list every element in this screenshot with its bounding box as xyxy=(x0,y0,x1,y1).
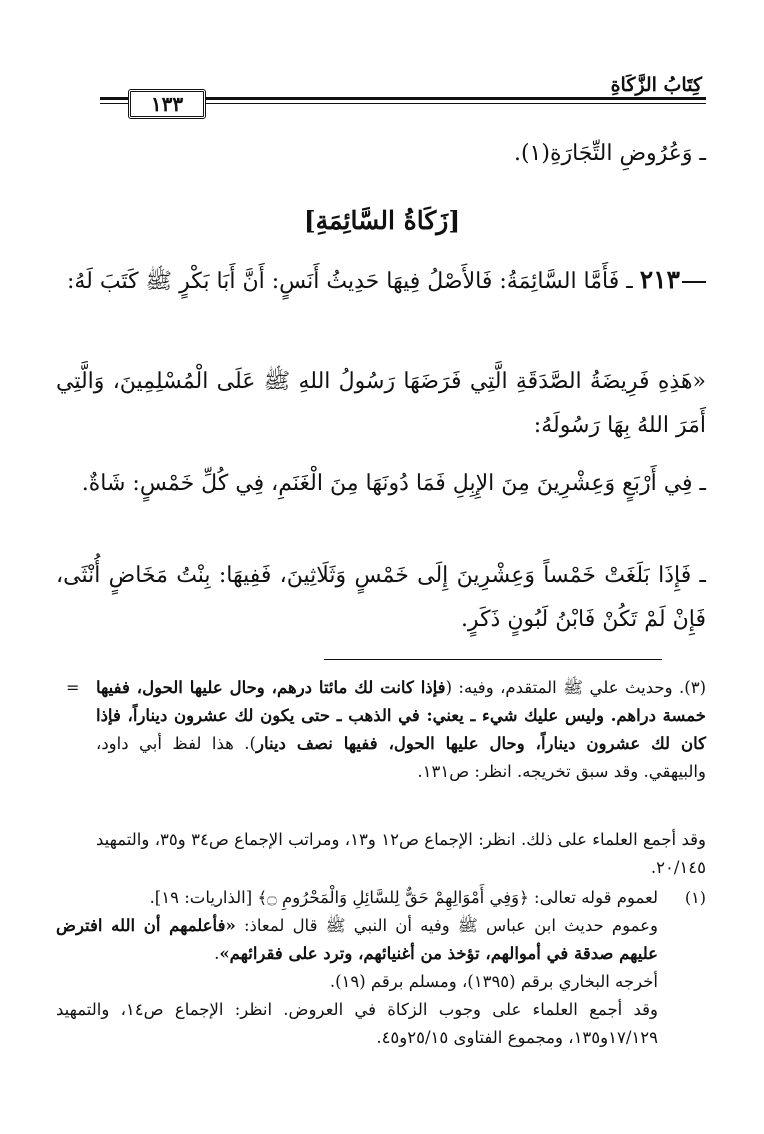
header-rule-right-thin xyxy=(200,103,706,104)
header-rule-left xyxy=(100,97,128,100)
intro-item: ـ وَعُرُوضِ التِّجَارَةِ(١). xyxy=(513,141,706,166)
footnote-1-hadith-intro: وعموم حديث ابن عباس ﷺ وفيه أن النبي ﷺ قال لمعاذ: xyxy=(235,916,658,935)
hadith-quote-3: ـ فَإِذَا بَلَغَتْ خَمْساً وَعِشْرِينَ إِلَى خَمْسٍ وَثَلَاثِينَ، فَفِيهَا: بِنْتُ مَخَاضٍ أُنْثَى، فَإِنْ لَمْ تَكُنْ فَابْنُ لَبُونٍ ذَكَرٍ. xyxy=(56,563,706,632)
footnote-continuation-marker: = xyxy=(66,678,80,697)
hadith-quote-2: ـ فِي أَرْبَعٍ وَعِشْرِينَ مِنَ الإِبِلِ فَمَا دُونَهَا مِنَ الْغَنَمِ، فِي كُلِّ خَمْسٍ: شَاةٌ. xyxy=(81,471,706,496)
footnote-3-source: ). هذا لفظ أبي داود، والبيهقي. وقد سبق تخريجه. انظر: ص١٣١. xyxy=(96,734,706,781)
footnote-1-source: أخرجه البخاري برقم (١٣٩٥)، ومسلم برقم (١٩). xyxy=(329,972,658,991)
footnote-1-quran: لعموم قوله تعالى: ﴿وَفِي أَمْوَالِهِمْ حَقٌّ لِلسَّائِلِ وَالْمَحْرُومِ ۝﴾ [الذاريات: ١٩]. xyxy=(149,888,658,907)
footnote-1-hadith-quote: «فأعلمهم أن الله افترض عليهم صدقة في أموالهم، تؤخذ من أغنيائهم، وترد على فقرائهم» xyxy=(56,916,658,963)
paragraph-text: ـ فَأَمَّا السَّائِمَةُ: فَالأَصْلُ فِيهَا حَدِيثُ أَنَسٍ: أَنَّ أَبَا بَكْرٍ ﷺ كَتَبَ لَهُ: xyxy=(66,269,633,294)
section-title: [زَكَاةُ السَّائِمَةِ] xyxy=(303,206,461,235)
page-number: ١٣٣ xyxy=(128,89,206,119)
paragraph-number: ٢١٣ xyxy=(639,265,680,294)
header-rule-left-thin xyxy=(100,103,128,104)
footnote-1-hadith xyxy=(56,912,658,968)
running-header-title: كِتَابُ الزَّكَاةِ xyxy=(610,74,702,96)
paragraph-213 xyxy=(56,258,706,304)
footnote-1-hadith-end: . xyxy=(214,944,220,963)
footnote-1-consensus: وقد أجمع العلماء على وجوب الزكاة في العروض. انظر: الإجماع ص١٤، والتمهيد ١٧/١٢٩و١٣٥، ومجموع الفتاوى ٢٥/١٥و٤٥. xyxy=(56,1000,658,1047)
footnote-separator xyxy=(324,659,662,660)
footnote-3-quote: فإذا كانت لك مائتا درهم، وحال عليها الحول، ففيها خمسة دراهم. وليس عليك شيء ـ يعني: في الذهب ـ حتى يكون لك عشرون ديناراً، فإذا كان لك عشرون ديناراً، وحال عليها الحول، ففيها نصف دينار xyxy=(96,678,706,753)
footnote-1 xyxy=(56,884,658,1052)
footnote-3-consensus: وقد أجمع العلماء على ذلك. انظر: الإجماع ص١٢ و١٣، ومراتب الإجماع ص٣٤ و٣٥، والتمهيد ٢٠/١٤٥. xyxy=(96,830,707,877)
hadith-quote-1: «هَذِهِ فَرِيضَةُ الصَّدَقَةِ الَّتِي فَرَضَهَا رَسُولُ اللهِ ﷺ عَلَى الْمُسْلِمِينَ، وَالَّتِي أَمَرَ اللهُ بِهَا رَسُولَهُ: xyxy=(56,369,706,438)
paragraph-dash xyxy=(682,281,706,283)
header-rule-right xyxy=(200,97,706,100)
footnote-3 xyxy=(96,674,706,786)
footnote-1-marker: (١) xyxy=(684,888,706,907)
footnote-3-intro: (٣). وحديث علي ﷺ المتقدم، وفيه: ( xyxy=(445,678,707,697)
